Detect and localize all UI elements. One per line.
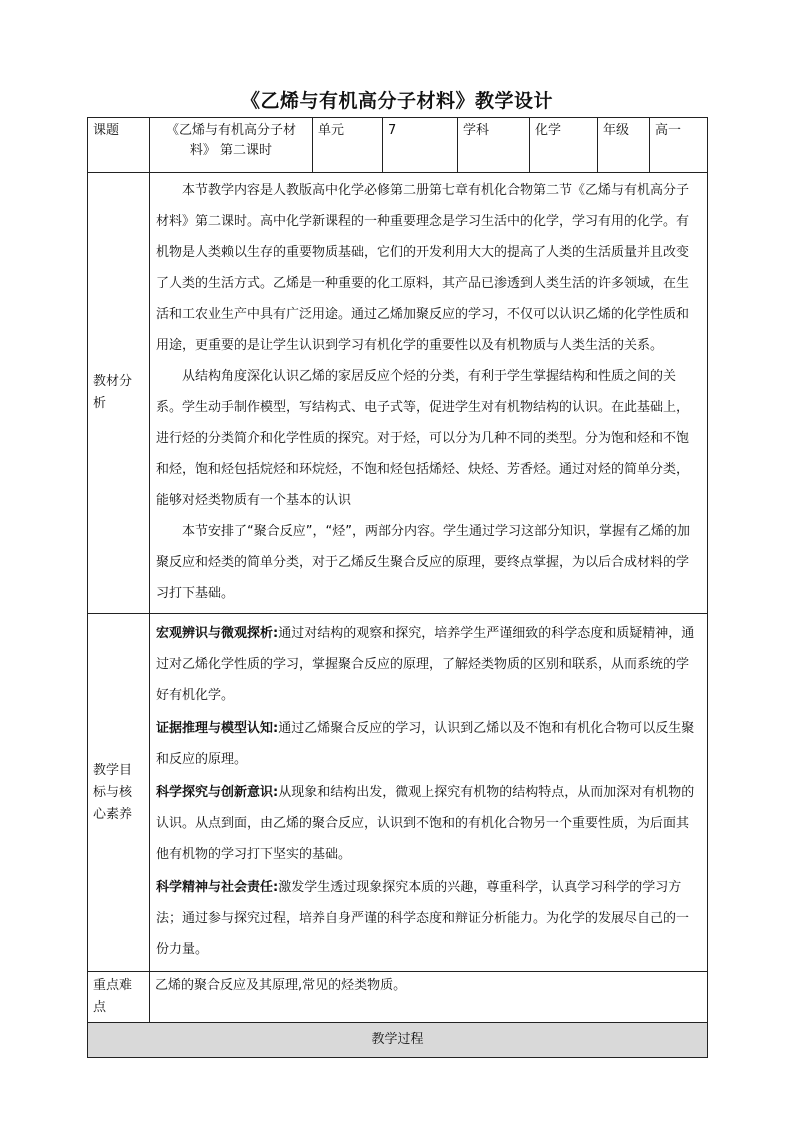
topic-label: 课题 <box>88 118 150 173</box>
header-row <box>88 118 708 173</box>
topic-value: 《乙烯与有机高分子材料》 第二课时 <box>150 118 313 173</box>
goal-text-1: 通过对结构的观察和探究，培养学生严谨细致的科学态度和质疑精神，通过对乙烯化学性质的学习，掌握聚合反应的原理，了解烃类物质的区别和联系，从而系统的学好有机化学。 <box>156 626 695 703</box>
process-header: 教学过程 <box>88 1023 708 1058</box>
unit-value: 7 <box>383 118 458 173</box>
goal-text-4: 激发学生透过现象探究本质的兴趣，尊重科学，认真学习科学的学习方法；通过参与探究过程，培养自身严谨的科学态度和辩证分析能力。为化学的发展尽自己的一份力量。 <box>156 880 690 957</box>
goal-item-4 <box>156 872 701 965</box>
goal-item-3 <box>156 777 701 870</box>
lesson-design-table <box>87 117 708 1058</box>
analysis-content <box>150 173 708 614</box>
process-row <box>88 1023 708 1058</box>
goal-head-4: 科学精神与社会责任: <box>156 880 279 895</box>
goals-content <box>150 614 708 972</box>
goal-head-3: 科学探究与创新意识: <box>156 785 279 800</box>
analysis-paragraph-2: 从结构角度深化认识乙烯的家居反应个烃的分类，有利于学生掌握结构和性质之间的关系。学生动手制作模型，写结构式、电子式等，促进学生对有机物结构的认识。在此基础上，进行烃的分类简介和化学性质的探究。对于烃，可以分为几种不同的类型。分为饱和烃和不饱和烃，饱和烃包括烷烃和环烷烃，不饱和烃包括烯烃、炔烃、芳香烃。通过对烃的简单分类，能够对烃类物质有一个基本的认识 <box>156 369 690 508</box>
analysis-label: 教材分析 <box>88 173 150 614</box>
goals-label: 教学目标与核心素养 <box>88 614 150 972</box>
grade-value: 高一 <box>650 118 708 173</box>
goal-head-2: 证据推理与模型认知: <box>156 721 279 736</box>
key-points-text: 乙烯的聚合反应及其原理,常见的烃类物质。 <box>150 972 708 1023</box>
goals-row <box>88 614 708 972</box>
analysis-paragraph-3: 本节安排了“聚合反应”，“烃”，两部分内容。学生通过学习这部分知识，掌握有乙烯的加聚反应和烃类的简单分类，对于乙烯反生聚合反应的原理，要终点掌握，为以后合成材料的学习打下基础。 <box>156 524 690 601</box>
analysis-paragraph-1: 本节教学内容是人教版高中化学必修第二册第七章有机化合物第二节《乙烯与有机高分子材料》第二课时。高中化学新课程的一种重要理念是学习生活中的化学，学习有用的化学。有机物是人类赖以生存的重要物质基础，它们的开发利用大大的提高了人类的生活质量并且改变了人类的生活方式。乙烯是一种重要的化工原料，其产品已渗透到人类生活的许多领域，在生活和工农业生产中具有广泛用途。通过乙烯加聚反应的学习，不仅可以认识乙烯的化学性质和用途，更重要的是让学生认识到学习有机化学的重要性以及有机物质与人类生活的关系。 <box>156 183 690 353</box>
subject-value: 化学 <box>530 118 598 173</box>
analysis-row <box>88 173 708 614</box>
subject-label: 学科 <box>458 118 530 173</box>
goal-head-1: 宏观辨识与微观探析: <box>156 626 279 641</box>
key-points-row <box>88 972 708 1023</box>
goal-text-3: 从现象和结构出发，微观上探究有机物的结构特点，从而加深对有机物的认识。从点到面，由乙烯的聚合反应，认识到不饱和的有机化合物另一个重要性质，为后面其他有机物的学习打下坚实的基础。 <box>156 785 695 862</box>
grade-label: 年级 <box>598 118 650 173</box>
goal-item-1 <box>156 618 701 711</box>
key-points-label: 重点难点 <box>88 972 150 1023</box>
unit-label: 单元 <box>313 118 383 173</box>
goal-text-2: 通过乙烯聚合反应的学习，认识到乙烯以及不饱和有机化合物可以反生聚和反应的原理。 <box>156 721 695 767</box>
goal-item-2 <box>156 713 701 775</box>
page-title: 《乙烯与有机高分子材料》教学设计 <box>240 90 553 112</box>
